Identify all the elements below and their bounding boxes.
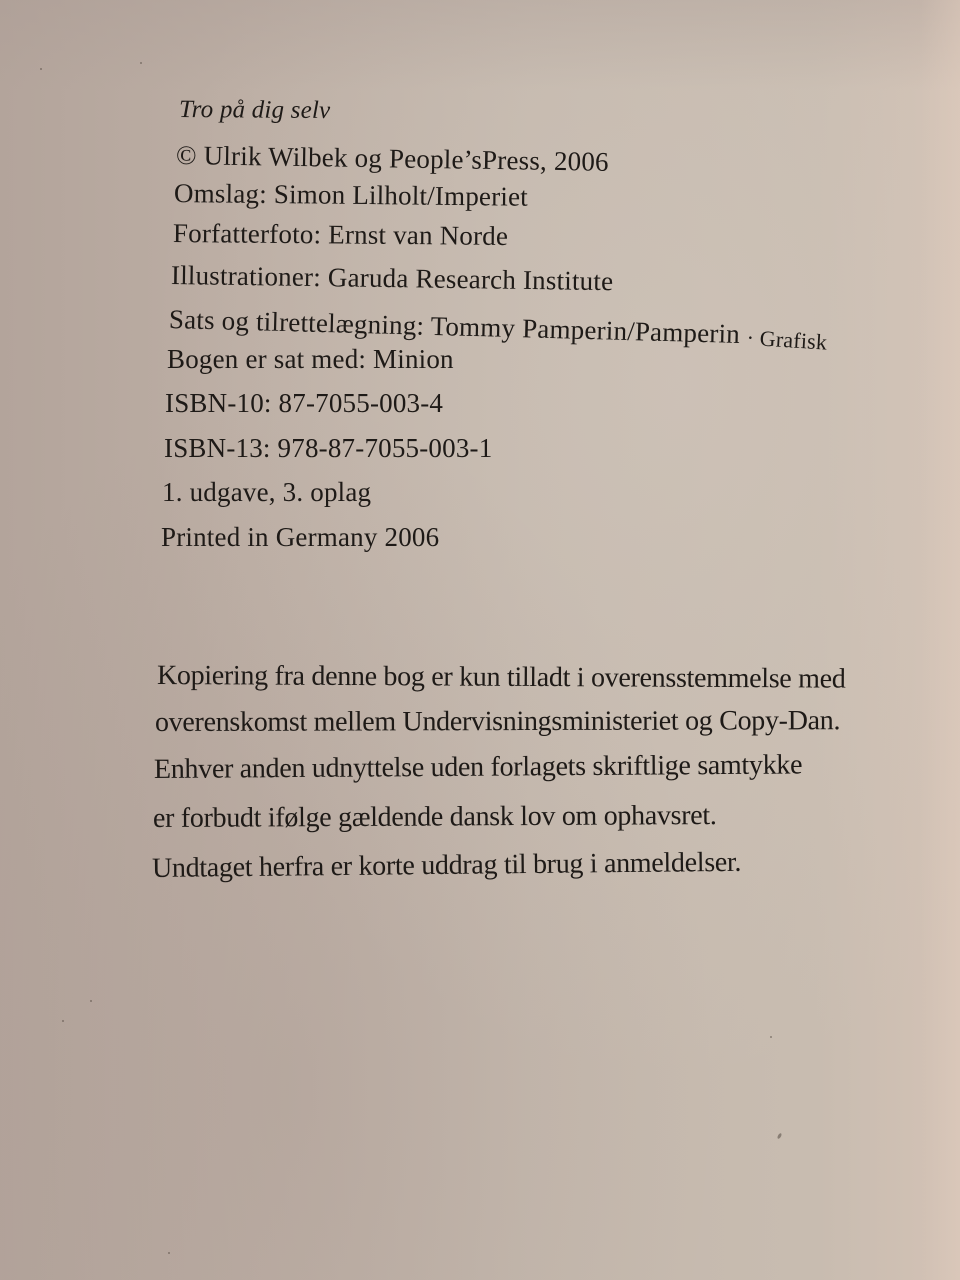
illustrations-credit: Illustrationer: Garuda Research Institute xyxy=(170,260,614,297)
page-edge-highlight xyxy=(920,0,960,1280)
legal-line-4: er forbudt ifølge gældende dansk lov om ophavsret. xyxy=(152,800,717,834)
legal-line-1: Kopiering fra denne bog er kun tilladt i overensstemmelse med xyxy=(156,660,846,695)
isbn-10: ISBN-10: 87-7055-003-4 xyxy=(165,388,444,418)
paper-speck xyxy=(140,62,142,64)
author-photo-credit: Forfatterfoto: Ernst van Norde xyxy=(172,218,509,251)
legal-line-5: Undtaget herfra er korte uddrag til brug i anmeldelser. xyxy=(151,846,742,884)
typesetting-suffix: · Grafisk xyxy=(746,324,829,355)
book-title: Tro på dig selv xyxy=(178,96,331,125)
copyright-line: © Ulrik Wilbek og People’sPress, 2006 xyxy=(175,140,610,177)
paper-speck xyxy=(40,68,42,70)
paper-speck xyxy=(62,1020,64,1022)
page-shadow-top xyxy=(0,0,960,90)
paper-speck xyxy=(770,1036,772,1038)
paper-speck xyxy=(168,1252,170,1254)
legal-line-3: Enhver anden udnyttelse uden forlagets skriftlige samtykke xyxy=(153,749,803,785)
cover-credit: Omslag: Simon Lilholt/Imperiet xyxy=(173,178,529,212)
legal-line-2: overenskomst mellem Undervisningsministeriet og Copy-Dan. xyxy=(154,705,841,738)
typeface-note: Bogen er sat med: Minion xyxy=(167,344,454,374)
paper-speck xyxy=(90,1000,92,1002)
paper-speck xyxy=(777,1133,783,1140)
edition-info: 1. udgave, 3. oplag xyxy=(162,477,372,507)
typesetting-main: Sats og tilrettelægning: Tommy Pamperin/Pamperin xyxy=(168,304,741,349)
printed-info: Printed in Germany 2006 xyxy=(161,522,440,552)
isbn-13: ISBN-13: 978-87-7055-003-1 xyxy=(164,433,493,463)
